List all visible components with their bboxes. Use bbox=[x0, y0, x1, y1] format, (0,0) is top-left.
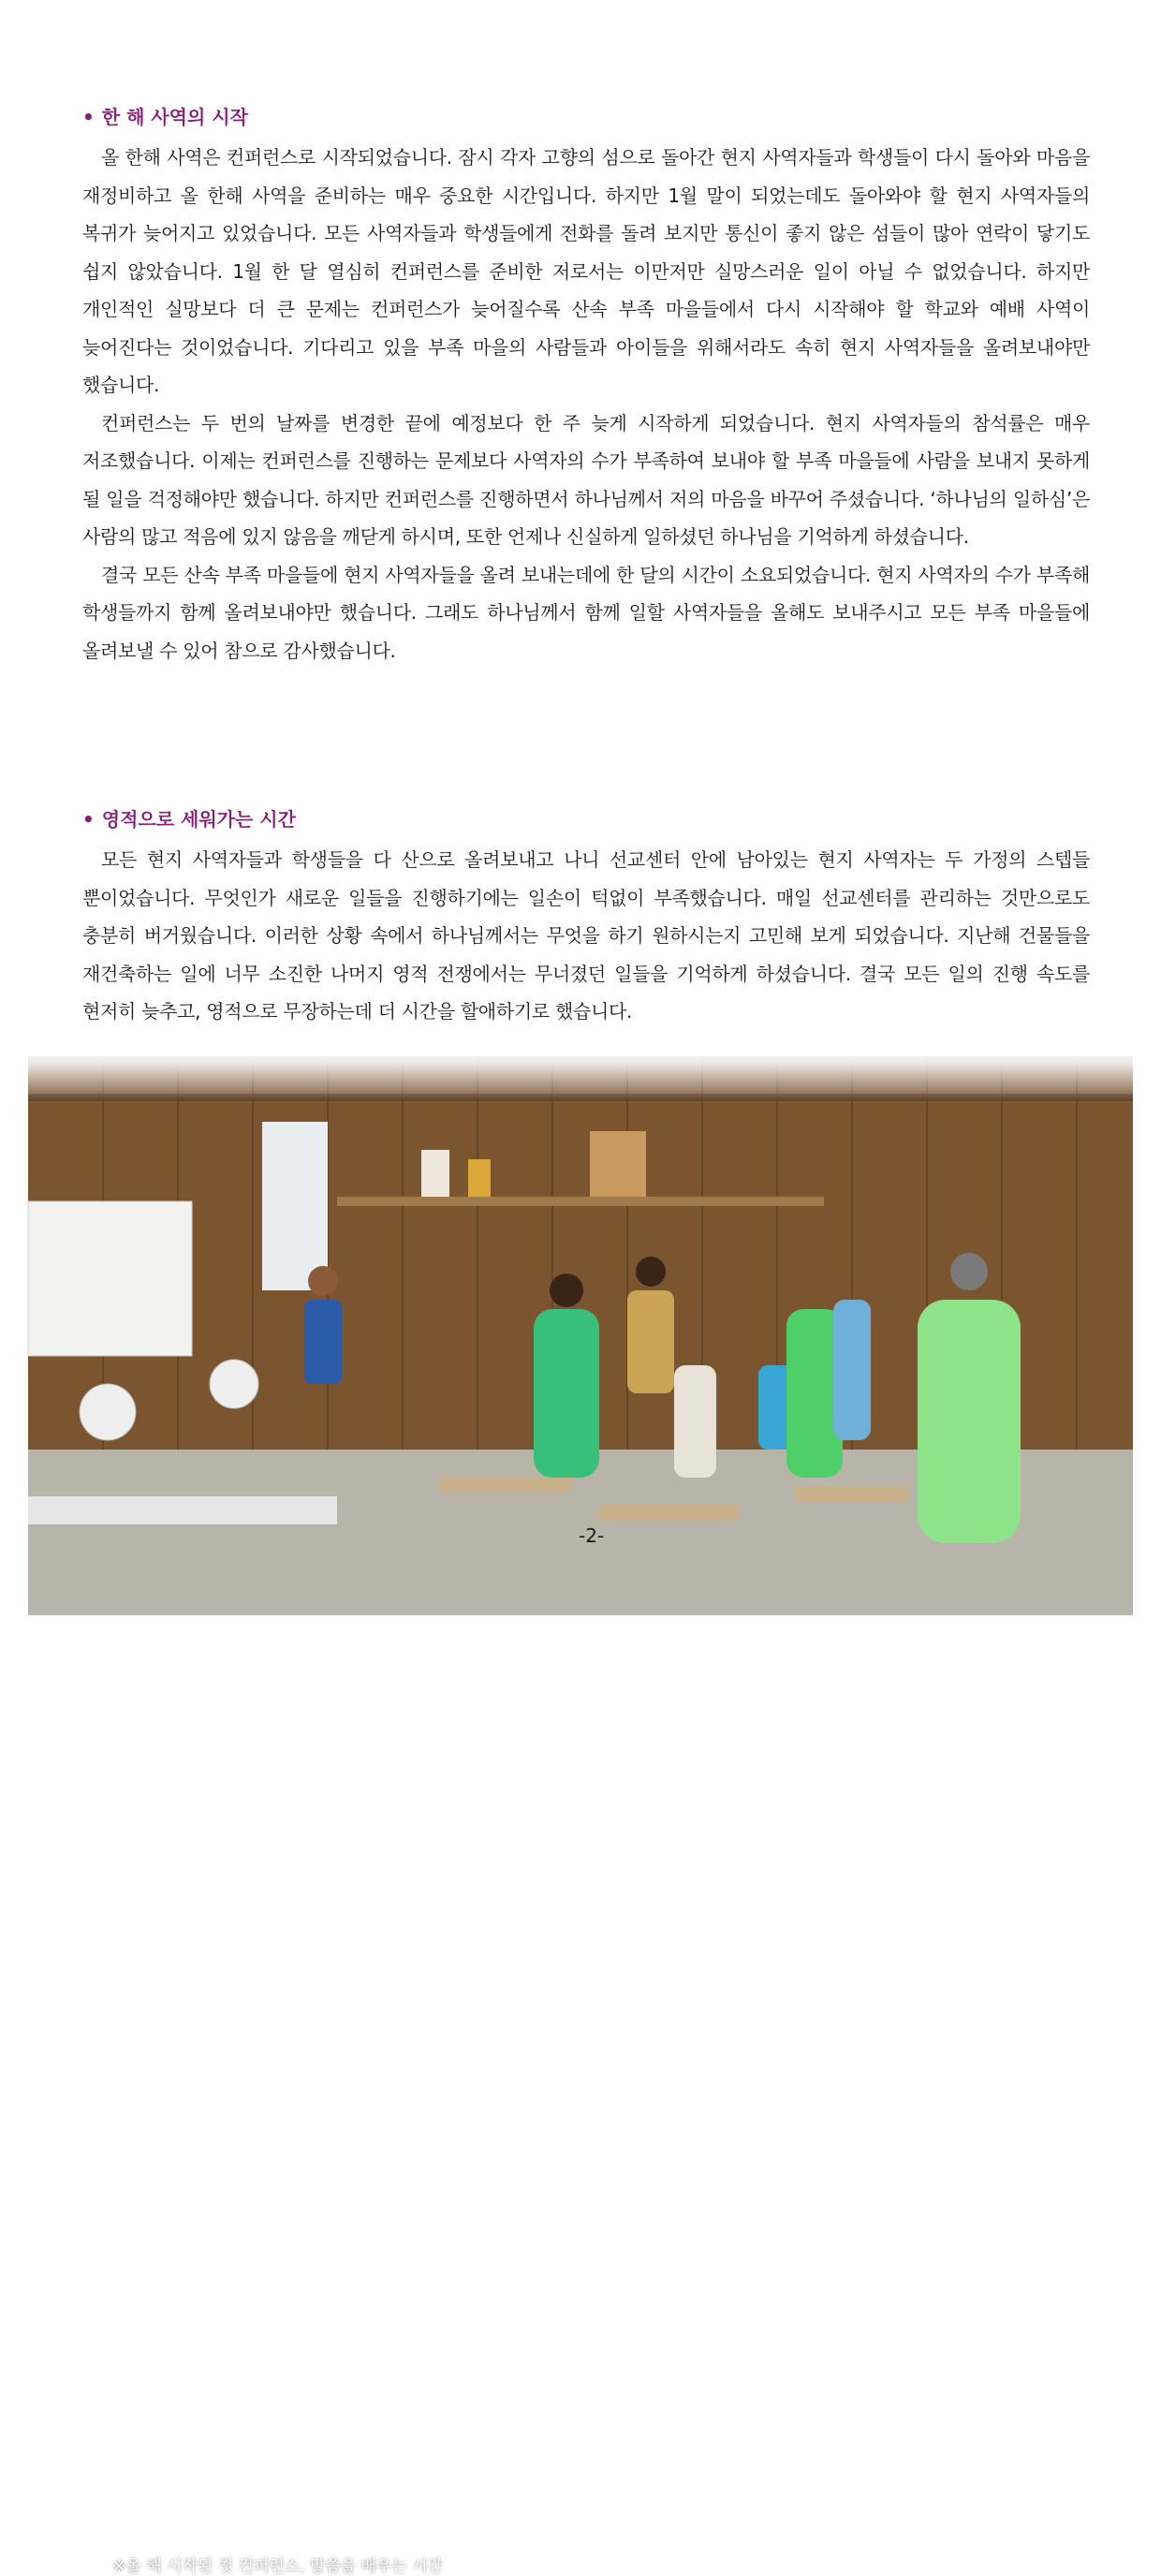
window bbox=[262, 1122, 328, 1290]
section-ministry-start bbox=[82, 103, 1090, 670]
page-number: -2- bbox=[579, 1524, 605, 1547]
bullet-icon: • bbox=[82, 808, 95, 831]
paragraph: 결국 모든 산속 부족 마을들에 현지 사역자들을 올려 보내는데에 한 달의 시간이 소요되었습니다. 현지 사역자의 수가 부족해 학생들까지 함께 올려보내야만 했습니다. 그래도 하나님께서 함께 일할 사역자들을 올해도 보내주시고 모든 부족 마을들에 올려보낼 수 있어 참으로 감사했습니다. bbox=[82, 563, 1090, 662]
section-heading bbox=[82, 805, 1090, 833]
whiteboard bbox=[28, 1201, 192, 1356]
paragraph: 올 한해 사역은 컨퍼런스로 시작되었습니다. 잠시 각자 고향의 섬으로 돌아간 현지 사역자들과 학생들이 다시 돌아와 마음을 재정비하고 올 한해 사역을 준비하는 매우 중요한 시간입니다. 하지만 1월 말이 되었는데도 돌아와야 할 현지 사역자들의 복귀가 늦어지고 있었습니다. 모든 사역자들과 학생들에게 전화를 돌려 보지만 통신이 좋지 않은 섬들이 많아 연락이 닿기도 쉽지 않았습니다. 1월 한 달 열심히 컨퍼런스를 준비한 저로서는 이만저만 실망스러운 일이 아닐 수 없었습니다. 하지만 개인적인 실망보다 더 큰 문제는 컨퍼런스가 늦어질수록 산속 부족 마을들에서 다시 시작해야 할 학교와 예배 사역이 늦어진다는 것이었습니다. 기다리고 있을 부족 마을의 사람들과 아이들을 위해서라도 속히 현지 사역자들을 올려보내야만 했습니다. bbox=[82, 146, 1090, 396]
fan-icon bbox=[210, 1360, 258, 1408]
heading-text: 영적으로 세워가는 시간 bbox=[101, 808, 296, 831]
photo-top-fade bbox=[28, 1047, 1133, 1103]
section-heading bbox=[82, 103, 1090, 131]
table bbox=[28, 1496, 337, 1524]
paragraph: 모든 현지 사역자들과 학생들을 다 산으로 올려보내고 나니 선교센터 안에 남아있는 현지 사역자는 두 가정의 스텝들 뿐이었습니다. 무엇인가 새로운 일들을 진행하기에는 일손이 턱없이 부족했습니다. 매일 선교센터를 관리하는 것만으로도 충분히 버거웠습니다. 이러한 상황 속에서 하나님께서는 무엇을 하기 원하시는지 고민해 보게 되었습니다. 지난해 건물들을 재건축하는 일에 너무 소진한 나머지 영적 전쟁에서는 무너졌던 일들을 기억하게 하셨습니다. 결국 모든 일의 진행 속도를 현저히 늦추고, 영적으로 무장하는데 더 시간을 할애하기로 했습니다. bbox=[82, 848, 1090, 1023]
paragraph: 컨퍼런스는 두 번의 날짜를 변경한 끝에 예정보다 한 주 늦게 시작하게 되었습니다. 현지 사역자들의 참석률은 매우 저조했습니다. 이제는 컨퍼런스를 진행하는 문제보다 사역자의 수가 부족하여 보내야 할 부족 마을들에 사람을 보내지 못하게 될 일을 걱정해야만 했습니다. 하지만 컨퍼런스를 진행하면서 하나님께서 저의 마음을 바꾸어 주셨습니다. ‘하나님의 일하심’은 사람의 많고 적음에 있지 않음을 깨닫게 하시며, 또한 언제나 신실하게 일하셨던 하나님을 기억하게 하셨습니다. bbox=[82, 411, 1090, 548]
bullet-icon: • bbox=[82, 106, 95, 128]
heading-text: 한 해 사역의 시작 bbox=[101, 106, 248, 128]
shelf bbox=[337, 1197, 824, 1206]
section-spiritual-time bbox=[82, 805, 1090, 1031]
fan-icon bbox=[80, 1384, 136, 1440]
photo-caption: ※올 해 시작된 첫 컨퍼런스. 말씀을 배우는 시간 bbox=[112, 2557, 444, 2576]
